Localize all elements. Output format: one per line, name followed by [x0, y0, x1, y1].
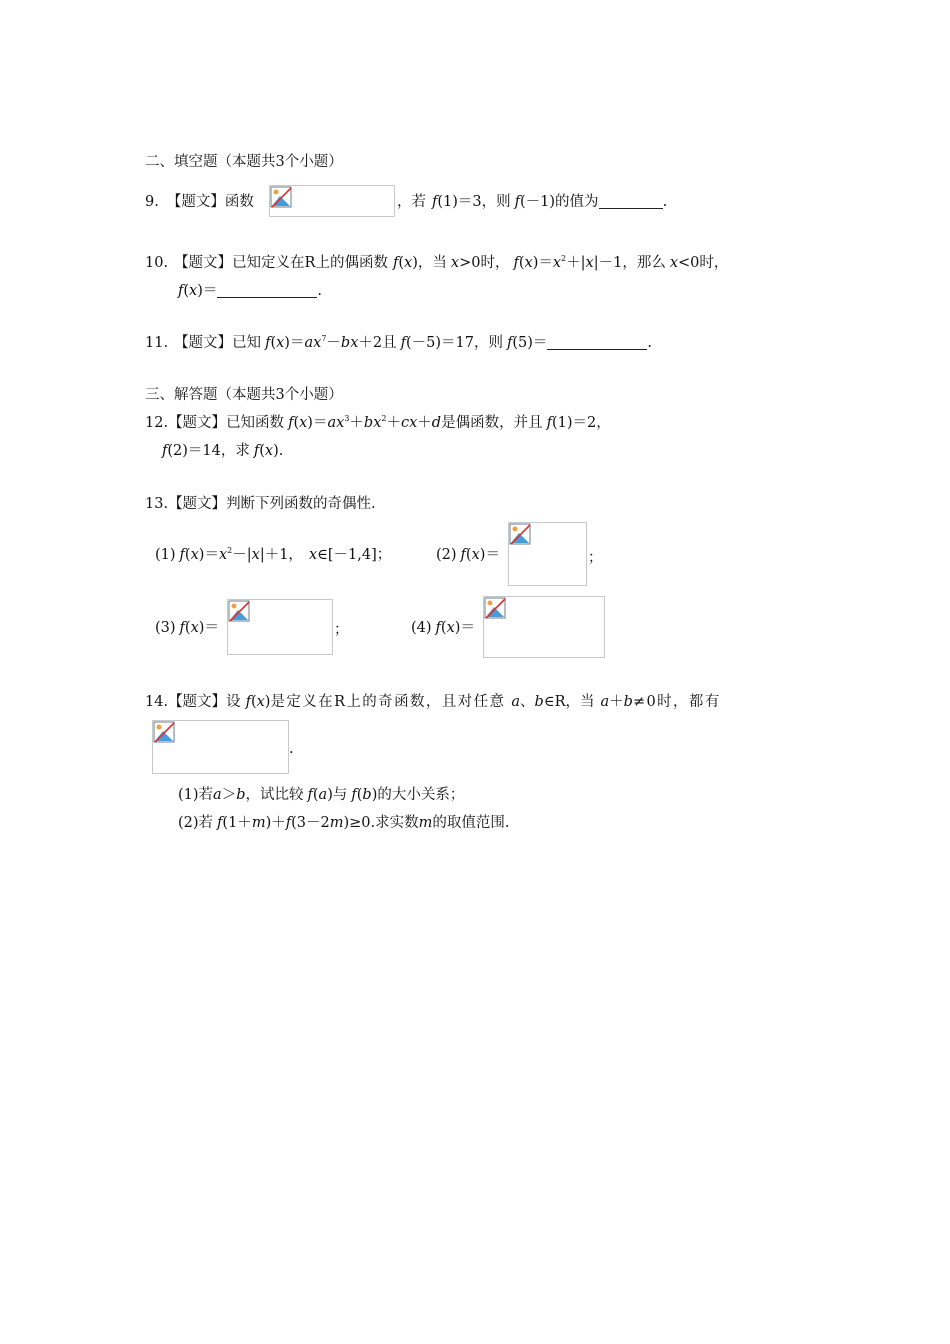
question-13-part-3: (3) f(x)＝: [155, 620, 219, 636]
question-12: 12.【题文】已知函数 $f(x)=ax^3+bx^2+cx+d$是偶函数，并且 f(1)＝2，: [145, 414, 611, 431]
answer-blank[interactable]: [599, 194, 663, 209]
question-14-sub-1: (1)若a＞b，试比较 f(a)与 f(b)的大小关系；: [178, 787, 465, 803]
question-9-tail: ，若 f(1)＝3，则 f(－1)的值为 .: [397, 194, 668, 210]
question-14-sub-2: (2)若 f(1＋m)＋f(3－2m)≥0.求实数m的取值范围.: [178, 815, 510, 831]
question-14-end: .: [289, 741, 294, 757]
question-13-part-1: (1) $f(x)=x^2-|x|+1$， x∈[－1,4]；: [155, 546, 392, 563]
answer-blank[interactable]: [217, 283, 317, 298]
broken-image-icon: [228, 600, 250, 622]
question-13-part-2-end: ；: [588, 550, 603, 566]
broken-image-icon: [153, 721, 175, 743]
question-12-line2: f(2)＝14，求 f(x).: [162, 443, 284, 459]
question-11: 11. 【题文】已知 $f(x)=ax^7-bx+2$且 f(－5)＝17，则 f(5)＝ .: [145, 334, 653, 351]
formula-image-placeholder: [227, 599, 333, 655]
formula-image-placeholder: [152, 720, 289, 774]
section-heading-fill-in: 二、填空题（本题共3个小题）: [145, 154, 343, 170]
broken-image-icon: [270, 186, 292, 208]
section-heading-solve: 三、解答题（本题共3个小题）: [145, 387, 343, 403]
formula-image-placeholder: [269, 185, 395, 217]
question-10-line2: f(x)＝ .: [178, 283, 323, 299]
question-13-part-3-end: ；: [334, 622, 349, 638]
answer-blank[interactable]: [547, 335, 647, 350]
formula-image-placeholder: [483, 596, 605, 658]
broken-image-icon: [509, 523, 531, 545]
question-14: 14.【题文】设 f(x)是定义在R上的奇函数，且对任意 a、b∈R，当 a＋b≠0时，都有: [145, 694, 721, 710]
question-10: 10. 【题文】已知定义在R上的偶函数 f(x)，当 x>0时， $f(x)=x^2+|x|-1$，那么 x<0时，: [145, 254, 729, 271]
question-13-part-2: (2) f(x)＝: [436, 547, 500, 563]
formula-image-placeholder: [508, 522, 587, 586]
broken-image-icon: [484, 597, 506, 619]
question-13: 13.【题文】判断下列函数的奇偶性.: [145, 496, 376, 512]
question-13-part-4: (4) f(x)＝: [411, 620, 475, 636]
question-9: 9. 【题文】函数: [145, 194, 254, 210]
